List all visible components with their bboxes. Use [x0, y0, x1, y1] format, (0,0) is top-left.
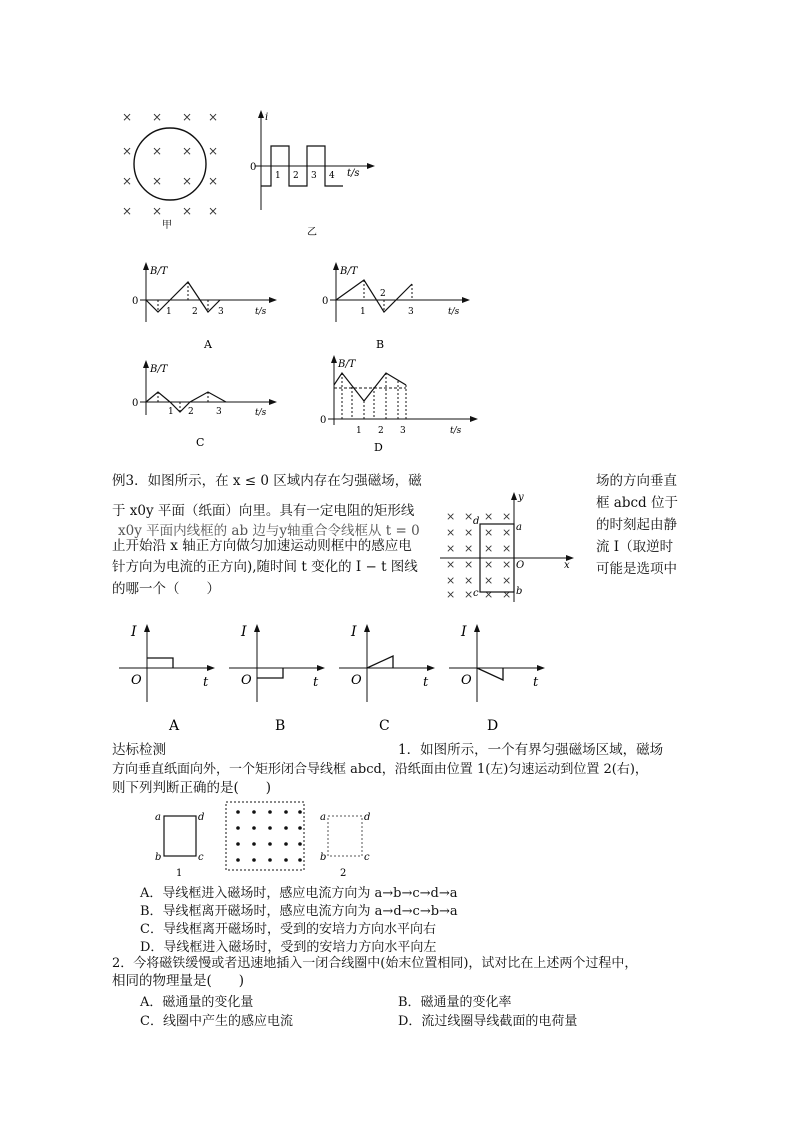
q2-option-b: B．磁通量的变化率	[398, 995, 512, 1010]
svg-text:a: a	[320, 812, 326, 823]
svg-text:c: c	[198, 852, 204, 863]
svg-text:×: ×	[464, 574, 474, 587]
svg-text:3: 3	[400, 426, 406, 436]
svg-text:t/s: t/s	[448, 307, 460, 317]
svg-text:×: ×	[502, 588, 512, 601]
q2-option-d: D．流过线圈导线截面的电荷量	[398, 1014, 578, 1029]
q2-line2: 相同的物理量是( )	[112, 973, 245, 989]
svg-text:b: b	[320, 852, 327, 863]
svg-text:I: I	[461, 624, 467, 640]
svg-text:×: ×	[502, 574, 512, 587]
figure-jia	[112, 105, 222, 230]
svg-text:×: ×	[122, 204, 133, 218]
bt-graph-C	[130, 360, 280, 450]
q1-option-c: C．导线框离开磁场时，受到的安培力方向水平向右	[140, 922, 436, 937]
svg-text:t: t	[203, 675, 209, 690]
it-graph-A	[115, 620, 220, 740]
figure-yi	[245, 110, 380, 240]
svg-text:×: ×	[502, 510, 512, 523]
example3-line6: 的哪一个（ ）	[112, 581, 220, 597]
svg-text:×: ×	[484, 526, 494, 539]
q1-figure	[150, 800, 380, 880]
svg-text:3: 3	[311, 171, 317, 181]
svg-text:×: ×	[464, 510, 474, 523]
svg-text:2: 2	[340, 868, 347, 879]
q2-line1: 2．今将磁铁缓慢或者迅速地插入一闭合线圈中(始末位置相同)，试对比在上述两个过程中，	[112, 956, 638, 971]
example3-line3-left: x0y 平面内线框的 ab 边与y轴重合令线框从 t = 0	[118, 523, 420, 539]
svg-text:t: t	[313, 675, 319, 690]
svg-text:×: ×	[182, 144, 193, 158]
example3-line2-left: 于 x0y 平面（纸面）向里。具有一定电阻的矩形线	[112, 503, 415, 519]
svg-text:2: 2	[188, 407, 194, 417]
svg-text:d: d	[364, 812, 371, 823]
svg-text:1: 1	[168, 407, 174, 417]
svg-text:×: ×	[484, 588, 494, 601]
svg-text:a: a	[516, 522, 522, 533]
svg-text:2: 2	[192, 307, 198, 317]
svg-text:O: O	[131, 673, 142, 688]
svg-text:B: B	[376, 338, 385, 351]
svg-text:b: b	[516, 586, 523, 597]
svg-text:×: ×	[502, 526, 512, 539]
svg-text:O: O	[516, 560, 525, 571]
svg-text:t: t	[533, 675, 539, 690]
svg-text:×: ×	[484, 542, 494, 555]
example3-line1-left: 例3．如图所示，在 x ≤ 0 区域内存在匀强磁场，磁	[112, 473, 422, 489]
svg-text:B: B	[275, 718, 286, 734]
svg-text:×: ×	[122, 174, 133, 188]
svg-text:3: 3	[408, 307, 414, 317]
example3-line5-left: 针方向为电流的正方向),随时间 t 变化的 I − t 图线	[112, 559, 418, 575]
svg-text:D: D	[374, 441, 383, 454]
svg-text:a: a	[155, 812, 161, 823]
svg-text:t/s: t/s	[255, 307, 267, 317]
yi-label: 乙	[307, 227, 317, 238]
q1-line3: 则下列判断正确的是( )	[112, 780, 272, 796]
svg-text:c: c	[364, 852, 370, 863]
svg-text:t/s: t/s	[450, 426, 462, 436]
svg-text:1: 1	[166, 307, 172, 317]
svg-text:t/s: t/s	[347, 168, 360, 179]
svg-text:×: ×	[208, 144, 219, 158]
svg-text:t/s: t/s	[255, 408, 267, 418]
jia-label: 甲	[162, 220, 172, 230]
svg-text:0: 0	[132, 398, 139, 409]
svg-text:×: ×	[502, 558, 512, 571]
q1-line2: 方向垂直纸面向外，一个矩形闭合导线框 abcd，沿纸面由位置 1(左)匀速运动到位置 2(右)，	[112, 762, 648, 777]
svg-text:1: 1	[356, 426, 362, 436]
bt-graph-A	[130, 262, 280, 352]
svg-text:D: D	[487, 718, 499, 734]
svg-text:×: ×	[208, 110, 219, 124]
example3-line4-right: 流 I（取逆时	[596, 539, 674, 555]
svg-text:4: 4	[329, 171, 335, 181]
svg-text:C: C	[196, 436, 205, 449]
svg-text:×: ×	[464, 526, 474, 539]
svg-text:×: ×	[464, 542, 474, 555]
svg-text:×: ×	[446, 588, 456, 601]
svg-text:×: ×	[446, 574, 456, 587]
svg-text:A: A	[204, 338, 212, 351]
svg-text:I: I	[241, 624, 247, 640]
example3-figure	[440, 490, 580, 605]
svg-text:×: ×	[446, 558, 456, 571]
svg-text:O: O	[461, 673, 472, 688]
it-graph-C	[335, 620, 440, 740]
svg-text:×: ×	[182, 174, 193, 188]
example3-line5-right: 可能是选项中	[596, 561, 677, 577]
svg-text:c: c	[473, 588, 479, 599]
test-heading: 达标检测	[112, 742, 166, 758]
svg-text:t: t	[423, 675, 429, 690]
svg-text:0: 0	[322, 296, 329, 307]
svg-text:1: 1	[360, 307, 366, 317]
svg-text:1: 1	[275, 171, 281, 181]
q1-option-b: B．导线框离开磁场时，感应电流方向为 a→d→c→b→a	[140, 904, 458, 919]
svg-text:×: ×	[464, 588, 474, 601]
it-graph-B	[225, 620, 330, 740]
svg-text:B/T: B/T	[150, 364, 168, 375]
svg-text:×: ×	[484, 558, 494, 571]
svg-text:×: ×	[208, 174, 219, 188]
svg-text:×: ×	[182, 110, 193, 124]
q1-option-d: D．导线框进入磁场时，受到的安培力方向水平向左	[140, 940, 437, 955]
svg-text:×: ×	[464, 558, 474, 571]
svg-text:B/T: B/T	[150, 266, 168, 277]
svg-text:×: ×	[122, 144, 133, 158]
svg-text:×: ×	[208, 204, 219, 218]
svg-text:2: 2	[378, 426, 384, 436]
svg-text:2: 2	[380, 289, 386, 299]
svg-text:×: ×	[484, 574, 494, 587]
svg-text:b: b	[155, 852, 162, 863]
svg-text:1: 1	[176, 868, 183, 879]
svg-text:×: ×	[182, 204, 193, 218]
svg-text:I: I	[351, 624, 357, 640]
q1-line1: 1．如图所示，一个有界匀强磁场区域，磁场	[398, 742, 664, 758]
svg-text:2: 2	[293, 171, 299, 181]
svg-text:C: C	[379, 718, 390, 734]
it-graph-D	[445, 620, 550, 740]
svg-text:×: ×	[152, 174, 163, 188]
svg-text:I: I	[131, 624, 137, 640]
svg-text:B/T: B/T	[340, 266, 358, 277]
svg-text:×: ×	[152, 110, 163, 124]
svg-text:d: d	[473, 516, 480, 527]
svg-text:×: ×	[152, 204, 163, 218]
bt-graph-B	[320, 262, 475, 352]
svg-text:i: i	[265, 112, 269, 123]
bt-graph-D	[318, 355, 483, 455]
svg-text:O: O	[241, 673, 252, 688]
svg-text:3: 3	[216, 407, 222, 417]
svg-text:×: ×	[152, 144, 163, 158]
example3-line4-left: 止开始沿 x 轴正方向做匀加速运动则框中的感应电	[112, 538, 412, 554]
svg-text:×: ×	[122, 110, 133, 124]
q2-option-c: C．线圈中产生的感应电流	[140, 1014, 293, 1029]
svg-text:0: 0	[250, 162, 257, 173]
q1-option-a: A．导线框进入磁场时，感应电流方向为 a→b→c→d→a	[140, 886, 458, 901]
example3-line2-right: 框 abcd 位于	[596, 495, 678, 511]
svg-text:d: d	[198, 812, 205, 823]
svg-text:0: 0	[320, 415, 327, 426]
svg-text:y: y	[518, 492, 524, 503]
svg-text:O: O	[351, 673, 362, 688]
svg-text:×: ×	[446, 526, 456, 539]
svg-text:B/T: B/T	[338, 359, 356, 370]
q2-option-a: A．磁通量的变化量	[140, 995, 254, 1010]
svg-text:3: 3	[218, 307, 224, 317]
example3-line1-right: 场的方向垂直	[596, 473, 677, 489]
example3-line3-right: 的时刻起由静	[596, 517, 677, 533]
svg-text:×: ×	[484, 510, 494, 523]
svg-text:×: ×	[446, 542, 456, 555]
svg-text:0: 0	[132, 296, 139, 307]
svg-text:×: ×	[446, 510, 456, 523]
svg-text:x: x	[564, 560, 570, 571]
svg-text:×: ×	[502, 542, 512, 555]
svg-text:A: A	[169, 718, 180, 734]
